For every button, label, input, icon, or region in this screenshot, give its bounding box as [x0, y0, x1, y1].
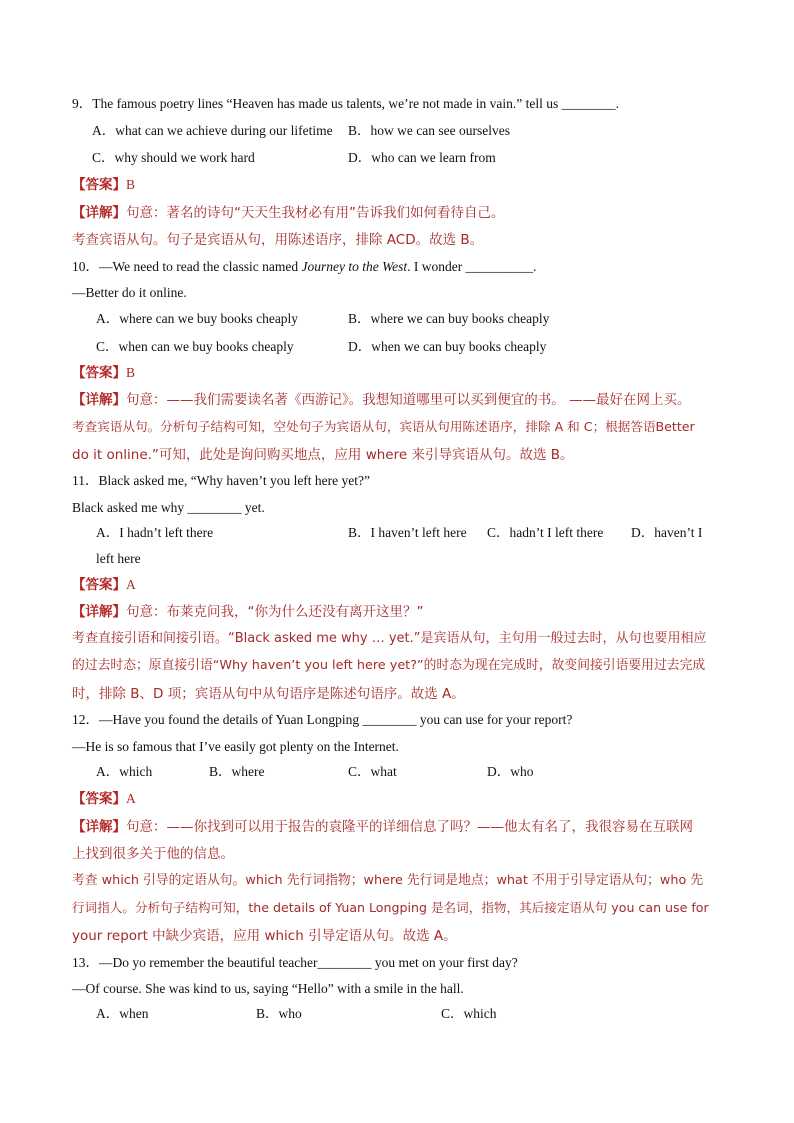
q10-stem [72, 258, 536, 276]
q9-option-c: C．why should we work hard [92, 150, 255, 165]
q9-detail-1 [72, 204, 505, 222]
q9-detail-2: 考查宾语从句。句子是宾语从句，用陈述语序，排除 ACD。故选 B。 [72, 232, 484, 248]
q9-answer [72, 176, 135, 194]
q11-detail-4: 时，排除 B、D 项；宾语从句中从句语序是陈述句语序。故选 A。 [72, 686, 465, 702]
answer-tag: 【答案】 [72, 177, 126, 193]
q11-option-d: D．haven’t I [631, 525, 703, 540]
q13-option-c: C．which [441, 1006, 497, 1021]
q11-stem: 11．Black asked me, “Why haven’t you left here yet?” [72, 473, 371, 488]
q10-stem-pre: 10．—We need to read the classic named [72, 259, 302, 274]
q12-detail-2: 上找到很多关于他的信息。 [72, 846, 234, 862]
detail-tag: 【详解】 [72, 205, 126, 221]
q10-reply: —Better do it online. [72, 285, 187, 300]
q10-detail-1 [72, 391, 691, 409]
q11-detail-2: 考查直接引语和间接引语。“Black asked me why … yet.”是宾语从句，主句用一般过去时，从句也要用相应 [72, 631, 707, 646]
q10-option-b: B．where we can buy books cheaply [348, 311, 550, 326]
answer-tag: 【答案】 [72, 577, 126, 593]
q9-option-b: B．how we can see ourselves [348, 123, 510, 138]
q12-detail-5: your report 中缺少宾语，应用 which 引导定语从句。故选 A。 [72, 928, 457, 944]
detail-text: 句意：——你找到可以用于报告的袁隆平的详细信息了吗？——他太有名了，我很容易在互联网 [126, 819, 693, 835]
detail-tag: 【详解】 [72, 604, 126, 620]
q10-detail-2: 考查宾语从句。分析句子结构可知，空处句子为宾语从句，宾语从句用陈述语序，排除 A 和 C；根据答语Better [72, 419, 695, 434]
detail-tag: 【详解】 [72, 819, 126, 835]
detail-text: 句意：著名的诗句“天天生我材必有用”告诉我们如何看待自己。 [126, 205, 505, 221]
q10-stem-post: . I wonder __________. [407, 259, 537, 274]
answer-value: B [126, 177, 136, 192]
q13-option-b: B．who [256, 1006, 302, 1021]
q12-option-c: C．what [348, 764, 397, 779]
q13-option-a: A．when [96, 1006, 149, 1021]
detail-text: 句意：——我们需要读名著《西游记》。我想知道哪里可以买到便宜的书。 ——最好在网上买。 [126, 392, 691, 408]
detail-tag: 【详解】 [72, 392, 126, 408]
q9-stem: 9．The famous poetry lines “Heaven has made us talents, we’re not made in vain.” tell us ________. [72, 96, 619, 111]
q11-detail-1 [72, 603, 424, 621]
q9-option-d: D．who can we learn from [348, 150, 496, 165]
q10-book-title: Journey to the West [301, 259, 408, 274]
answer-value: A [126, 577, 136, 592]
q12-answer [72, 790, 136, 808]
q11-detail-3: 的过去时态；原直接引语“Why haven’t you left here yet?”的时态为现在完成时，故变间接引语要用过去完成 [72, 658, 706, 673]
q10-answer [72, 364, 135, 382]
detail-text: 句意：布莱克问我，“你为什么还没有离开这里？” [126, 604, 424, 620]
q13-reply: —Of course. She was kind to us, saying “Hello” with a smile in the hall. [72, 981, 464, 996]
q12-option-a: A．which [96, 764, 153, 779]
q11-option-b: B．I haven’t left here [348, 525, 467, 540]
q12-detail-3: 考查 which 引导的定语从句。which 先行词指物；where 先行词是地点；what 不用于引导定语从句；who 先 [72, 873, 704, 888]
answer-tag: 【答案】 [72, 365, 126, 381]
q11-reported: Black asked me why ________ yet. [72, 500, 265, 515]
answer-value: A [126, 791, 136, 806]
q12-detail-4: 行词指人。分析句子结构可知，the details of Yuan Longping 是名词，指物，其后接定语从句 you can use for [72, 900, 709, 915]
q11-option-a: A．I hadn’t left there [96, 525, 214, 540]
q12-detail-1 [72, 818, 693, 836]
q9-option-a: A．what can we achieve during our lifetime [92, 123, 333, 138]
q10-option-a: A．where can we buy books cheaply [96, 311, 299, 326]
q12-option-b: B．where [209, 764, 265, 779]
q12-reply: —He is so famous that I’ve easily got plenty on the Internet. [72, 739, 399, 754]
q11-option-c: C．hadn’t I left there [487, 525, 604, 540]
q10-detail-3: do it online.”可知，此处是询问购买地点，应用 where 来引导宾语从句。故选 B。 [72, 447, 574, 463]
q10-option-c: C．when can we buy books cheaply [96, 339, 294, 354]
q12-stem: 12．—Have you found the details of Yuan Longping ________ you can use for your report? [72, 712, 573, 727]
q11-answer [72, 576, 136, 594]
q10-option-d: D．when we can buy books cheaply [348, 339, 547, 354]
answer-value: B [126, 365, 136, 380]
q13-stem: 13．—Do yo remember the beautiful teacher________ you met on your first day? [72, 955, 518, 970]
q11-option-d-cont: left here [96, 551, 141, 566]
q12-option-d: D．who [487, 764, 534, 779]
answer-tag: 【答案】 [72, 791, 126, 807]
